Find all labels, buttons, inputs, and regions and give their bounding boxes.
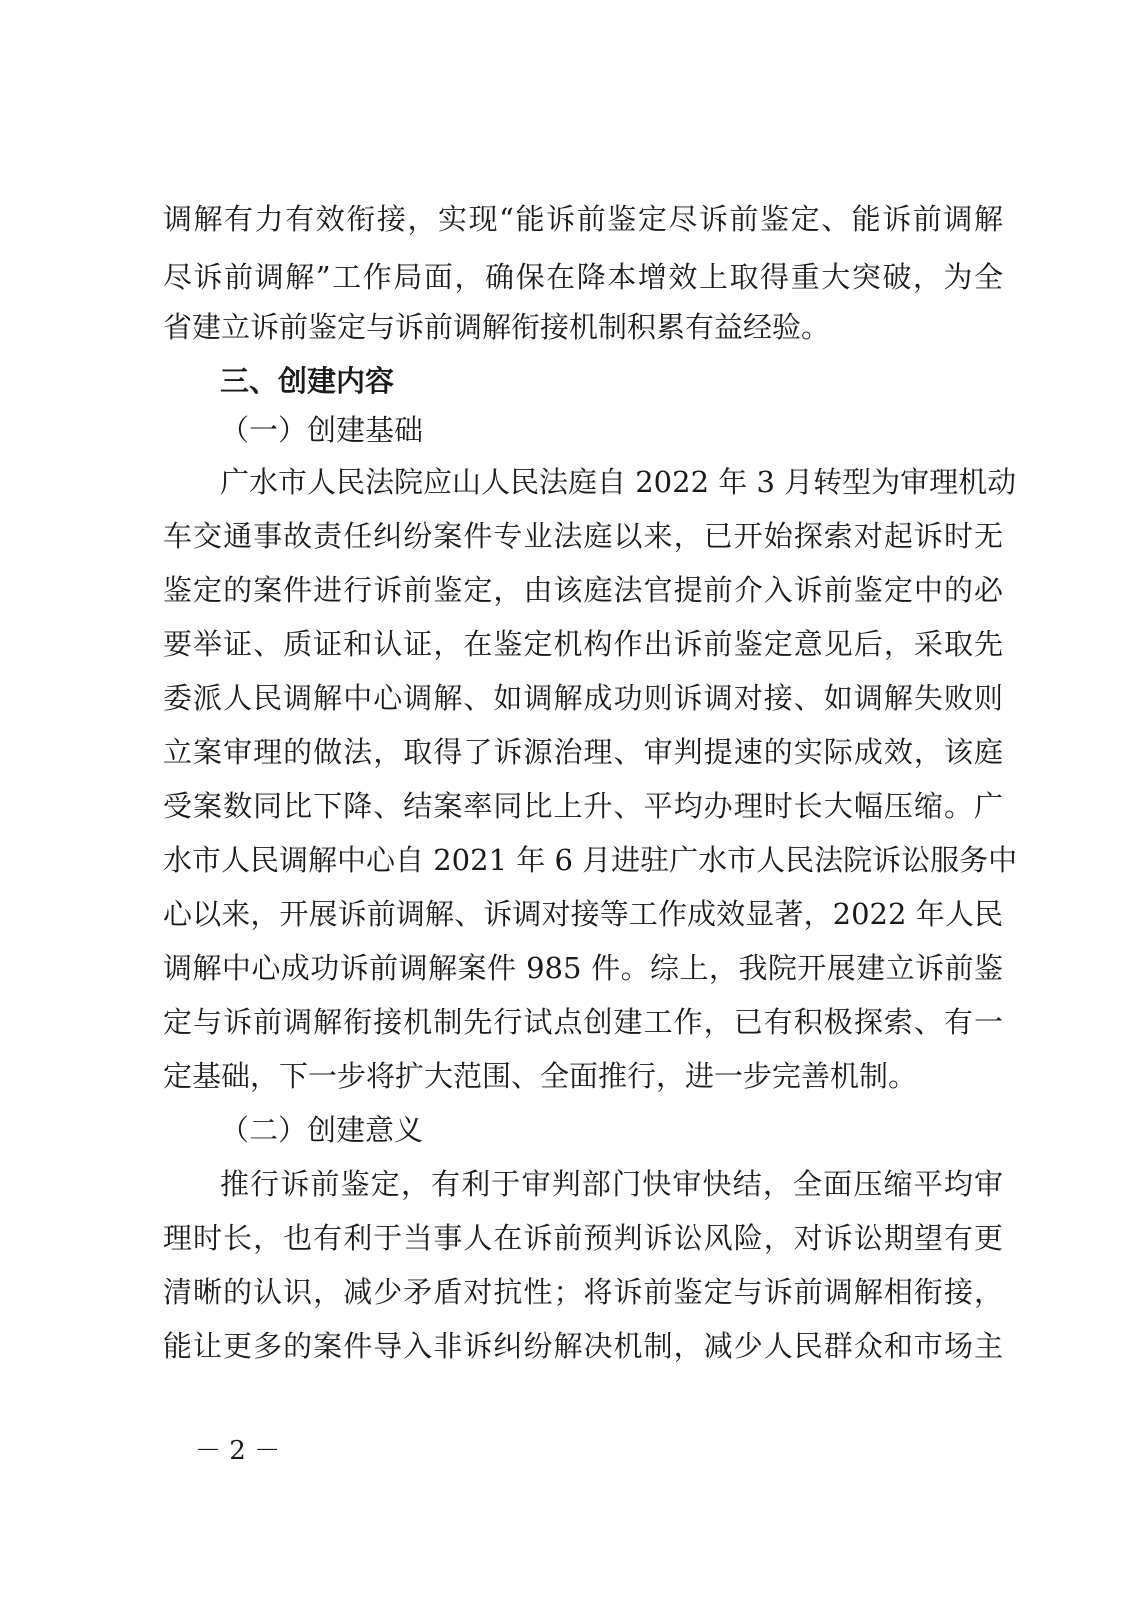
meaning-line-2: 理时长，也有利于当事人在诉前预判诉讼风险，对诉讼期望有更 bbox=[163, 1221, 1003, 1255]
meaning-line-4: 能让更多的案件导入非诉纠纷解决机制，减少人民群众和市场主 bbox=[163, 1329, 1003, 1363]
basis-line-11: 定与诉前调解衔接机制先行试点创建工作，已有积极探索、有一 bbox=[163, 1005, 1003, 1039]
intro-line-3: 省建立诉前鉴定与诉前调解衔接机制积累有益经验。 bbox=[163, 310, 831, 344]
meaning-line-3: 清晰的认识，减少矛盾对抗性；将诉前鉴定与诉前调解相衔接， bbox=[163, 1275, 1003, 1309]
basis-line-6: 立案审理的做法，取得了诉源治理、审判提速的实际成效，该庭 bbox=[163, 735, 1003, 769]
sub-heading-meaning: （二）创建意义 bbox=[220, 1113, 424, 1147]
basis-line-12: 定基础，下一步将扩大范围、全面推行，进一步完善机制。 bbox=[163, 1059, 918, 1093]
basis-line-3: 鉴定的案件进行诉前鉴定，由该庭法官提前介入诉前鉴定中的必 bbox=[163, 573, 1003, 607]
basis-line-8: 水市人民调解中心自 2021 年 6 月进驻广水市人民法院诉讼服务中 bbox=[163, 843, 1018, 877]
basis-line-4: 要举证、质证和认证，在鉴定机构作出诉前鉴定意见后，采取先 bbox=[163, 627, 1003, 661]
sub-heading-basis: （一）创建基础 bbox=[220, 413, 424, 447]
meaning-line-1: 推行诉前鉴定，有利于审判部门快审快结，全面压缩平均审 bbox=[220, 1167, 1003, 1201]
page-number: － 2 － bbox=[195, 1436, 281, 1466]
basis-line-1: 广水市人民法院应山人民法庭自 2022 年 3 月转型为审理机动 bbox=[220, 465, 1017, 499]
basis-line-2: 车交通事故责任纠纷案件专业法庭以来，已开始探索对起诉时无 bbox=[163, 519, 1003, 553]
intro-line-1: 调解有力有效衔接，实现“能诉前鉴定尽诉前鉴定、能诉前调解 bbox=[163, 202, 1003, 236]
basis-line-7: 受案数同比下降、结案率同比上升、平均办理时长大幅压缩。广 bbox=[163, 789, 1003, 823]
basis-line-5: 委派人民调解中心调解、如调解成功则诉调对接、如调解失败则 bbox=[163, 681, 1003, 715]
basis-line-10: 调解中心成功诉前调解案件 985 件。综上，我院开展建立诉前鉴 bbox=[163, 951, 1003, 985]
basis-line-9: 心以来，开展诉前调解、诉调对接等工作成效显著，2022 年人民 bbox=[163, 897, 1003, 931]
section-heading: 三、创建内容 bbox=[220, 364, 395, 398]
intro-line-2: 尽诉前调解”工作局面，确保在降本增效上取得重大突破，为全 bbox=[163, 260, 1003, 294]
